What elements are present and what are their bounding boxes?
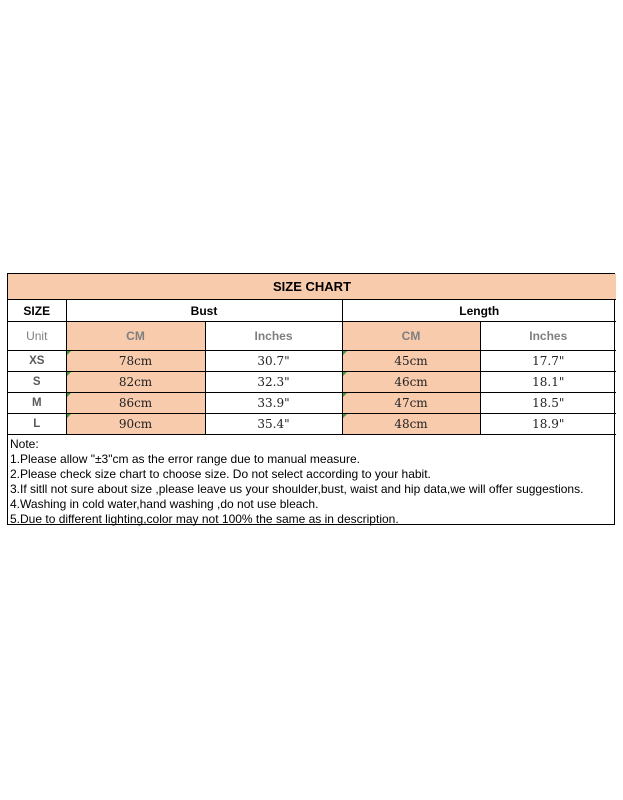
size-chart-table xyxy=(8,274,616,435)
note-item: 5.Due to different lighting,color may not 100% the same as in description. xyxy=(10,512,399,526)
size-cell: S xyxy=(8,372,66,393)
cell-marker xyxy=(67,372,71,376)
unit-label: Unit xyxy=(8,322,66,351)
length-inches-cell: 18.9" xyxy=(480,414,616,435)
cell-marker xyxy=(67,414,71,418)
chart-title: SIZE CHART xyxy=(8,274,616,300)
note-item: 3.If sitll not sure about size ,please leave us your shoulder,bust, waist and hip data,we will offer suggestions. xyxy=(10,482,584,496)
bust-inches-cell: 32.3" xyxy=(205,372,342,393)
size-header: SIZE xyxy=(8,300,66,322)
length-cm-cell: 45cm xyxy=(342,351,480,372)
cell-marker xyxy=(343,351,347,355)
bust-inches-cell: 33.9" xyxy=(205,393,342,414)
length-header: Length xyxy=(342,300,616,322)
length-inches-cell: 17.7" xyxy=(480,351,616,372)
bust-header: Bust xyxy=(66,300,342,322)
bust-cm-cell: 86cm xyxy=(66,393,205,414)
notes-heading: Note: xyxy=(10,437,39,451)
length-inches-cell: 18.1" xyxy=(480,372,616,393)
cell-marker xyxy=(343,372,347,376)
size-row-m xyxy=(8,393,616,414)
size-chart xyxy=(7,273,615,525)
length-cm-header: CM xyxy=(342,322,480,351)
bust-inches-cell: 35.4" xyxy=(205,414,342,435)
length-inches-header: Inches xyxy=(480,322,616,351)
bust-cm-cell: 90cm xyxy=(66,414,205,435)
size-cell: XS xyxy=(8,351,66,372)
length-cm-cell: 48cm xyxy=(342,414,480,435)
bust-inches-header: Inches xyxy=(205,322,342,351)
length-cm-cell: 47cm xyxy=(342,393,480,414)
notes-section xyxy=(8,435,614,530)
size-cell: M xyxy=(8,393,66,414)
cell-marker xyxy=(343,393,347,397)
bust-cm-cell: 82cm xyxy=(66,372,205,393)
cell-marker xyxy=(67,393,71,397)
cell-marker xyxy=(343,414,347,418)
note-item: 1.Please allow "±3"cm as the error range due to manual measure. xyxy=(10,452,360,466)
length-inches-cell: 18.5" xyxy=(480,393,616,414)
length-cm-cell: 46cm xyxy=(342,372,480,393)
note-item: 2.Please check size chart to choose size. Do not select according to your habit. xyxy=(10,467,431,481)
bust-cm-cell: 78cm xyxy=(66,351,205,372)
size-row-l xyxy=(8,414,616,435)
bust-cm-header: CM xyxy=(66,322,205,351)
size-cell: L xyxy=(8,414,66,435)
note-item: 4.Washing in cold water,hand washing ,do not use bleach. xyxy=(10,497,319,511)
cell-marker xyxy=(67,351,71,355)
bust-inches-cell: 30.7" xyxy=(205,351,342,372)
size-row-s xyxy=(8,372,616,393)
size-row-xs xyxy=(8,351,616,372)
